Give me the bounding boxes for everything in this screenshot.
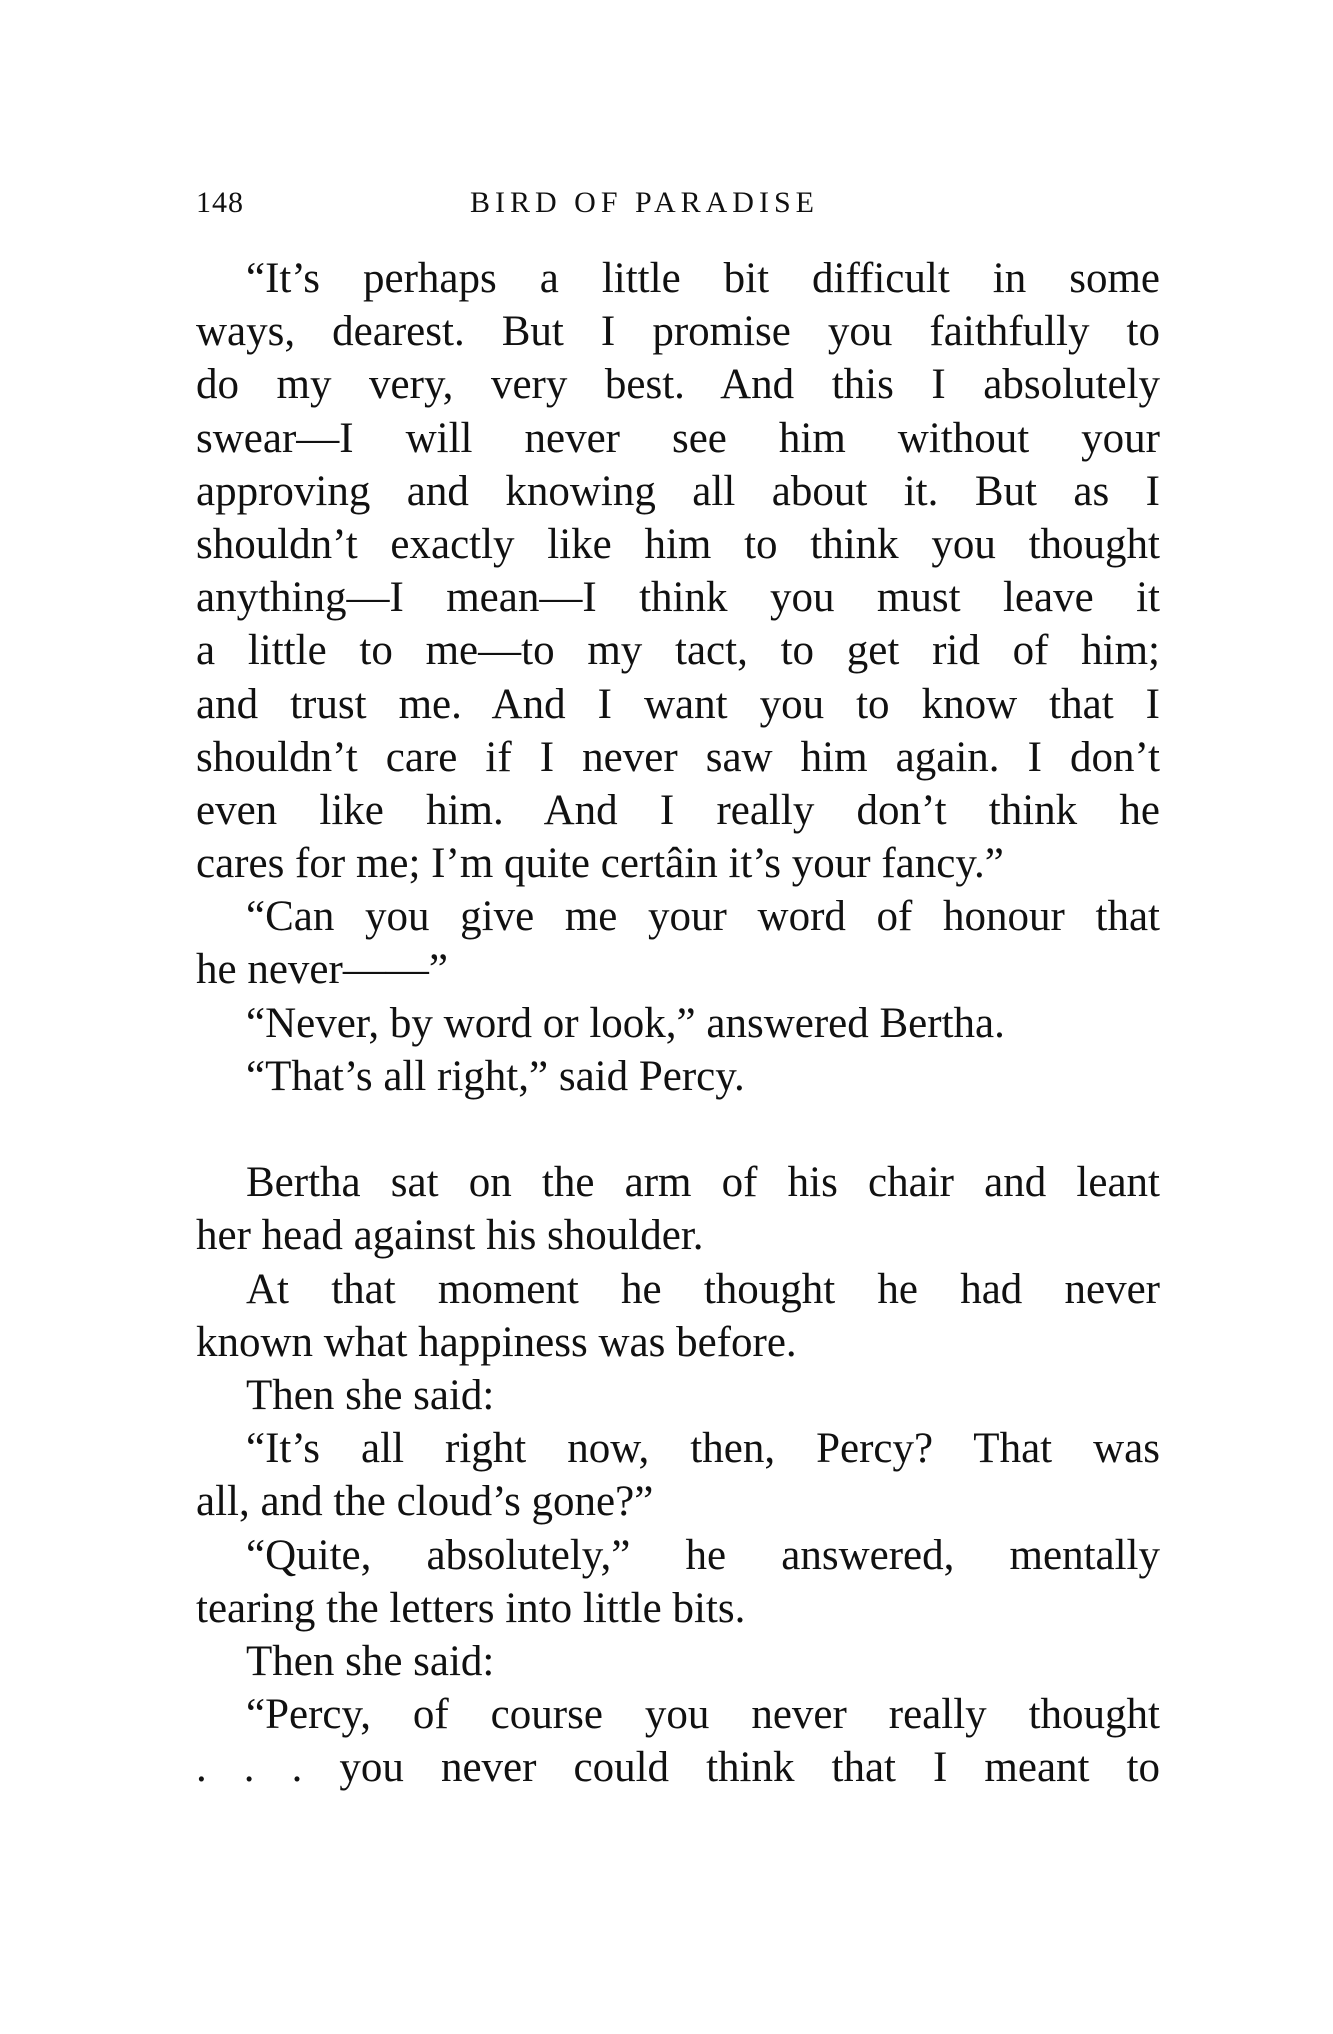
page-header: [196, 186, 1160, 230]
page-number: 148: [196, 186, 244, 219]
text-line: “Can you give me your word of honour that: [246, 893, 1160, 941]
text-line: tearing the letters into little bits.: [196, 1584, 746, 1632]
text-line: Bertha sat on the arm of his chair and leant: [246, 1159, 1160, 1207]
text-line: all, and the cloud’s gone?”: [196, 1478, 654, 1526]
text-line: “Quite, absolutely,” he answered, mentally: [246, 1531, 1160, 1579]
text-line: At that moment he thought he had never: [246, 1265, 1160, 1313]
text-line: do my very, very best. And this I absolutely: [196, 361, 1160, 409]
text-line: “It’s perhaps a little bit difficult in some: [246, 255, 1160, 302]
section-break: [196, 1103, 1160, 1156]
text-line: anything—I mean—I think you must leave it: [196, 574, 1160, 622]
text-line: and trust me. And I want you to know that I: [196, 680, 1160, 728]
text-line: “Percy, of course you never really thought: [246, 1691, 1160, 1739]
text-line: known what happiness was before.: [196, 1318, 797, 1366]
text-line: . . . you never could think that I meant to: [196, 1744, 1160, 1792]
body-text: [196, 252, 1160, 1794]
text-line: Then she said:: [246, 1371, 495, 1419]
text-line: swear—I will never see him without your: [196, 414, 1160, 462]
text-line: “That’s all right,” said Percy.: [246, 1052, 745, 1100]
text-line: cares for me; I’m quite certâin it’s your fancy.”: [196, 840, 1004, 888]
text-line: a little to me—to my tact, to get rid of him;: [196, 627, 1160, 675]
text-line: approving and knowing all about it. But as I: [196, 467, 1160, 515]
text-line: he never——”: [196, 946, 448, 994]
text-line: “Never, by word or look,” answered Bertha.: [246, 999, 1005, 1047]
text-line: shouldn’t exactly like him to think you thought: [196, 520, 1160, 568]
text-line: ways, dearest. But I promise you faithfully to: [196, 308, 1160, 356]
text-line: “It’s all right now, then, Percy? That was: [246, 1425, 1160, 1473]
text-line: Then she said:: [246, 1637, 495, 1685]
text-line: even like him. And I really don’t think he: [196, 786, 1160, 834]
text-line: shouldn’t care if I never saw him again. I don’t: [196, 733, 1160, 781]
text-line: her head against his shoulder.: [196, 1212, 704, 1260]
running-head: BIRD OF PARADISE: [470, 186, 819, 219]
